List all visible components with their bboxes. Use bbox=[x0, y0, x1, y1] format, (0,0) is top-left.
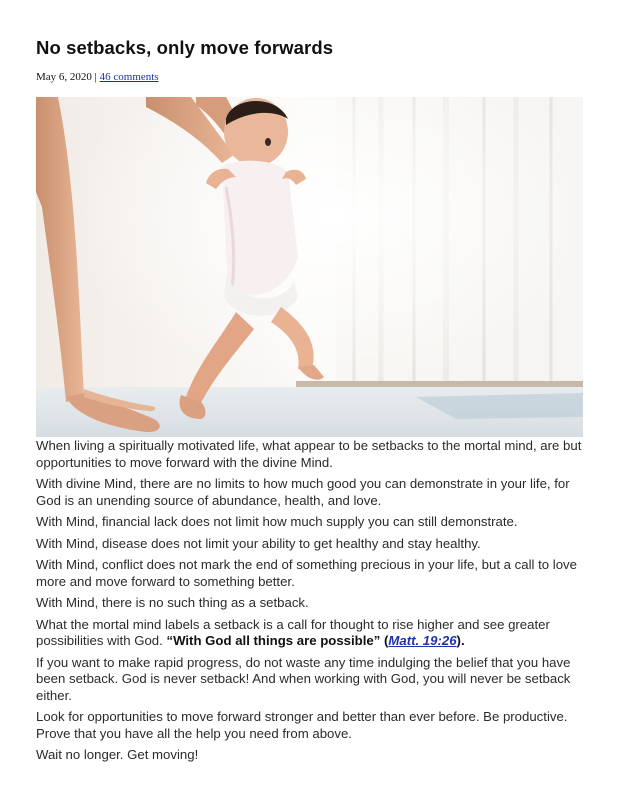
paragraph: When living a spiritually motivated life, what appear to be setbacks to the mortal mind, are but opportunities to move forward with the divine Mind. bbox=[36, 438, 582, 470]
quote-close-paren: ). bbox=[456, 633, 465, 648]
paragraph: With divine Mind, there are no limits to how much good you can demonstrate in your life, for God is an unending source of abundance, health, and love. bbox=[36, 476, 570, 508]
paragraph: With Mind, there is no such thing as a setback. bbox=[36, 595, 309, 610]
paragraph: If you want to make rapid progress, do not waste any time indulging the belief that you have been setback. God is never setback! And when working with God, you will never be setback either. bbox=[36, 654, 571, 703]
scripture-reference-link[interactable]: Matt. 19:26 bbox=[388, 633, 457, 648]
paragraph: Look for opportunities to move forward stronger and better than ever before. Be productive. Prove that you have all the help you need from above. bbox=[36, 709, 568, 741]
paragraph: Wait no longer. Get moving! bbox=[36, 747, 199, 762]
article-body bbox=[36, 438, 584, 769]
quote-paragraph bbox=[36, 617, 584, 650]
paragraph: With Mind, conflict does not mark the end of something precious in your life, but a call to love more and move forward to something better. bbox=[36, 557, 577, 589]
paragraph: With Mind, financial lack does not limit how much supply you can still demonstrate. bbox=[36, 514, 518, 529]
comments-link[interactable]: 46 comments bbox=[99, 71, 159, 83]
paragraph: With Mind, disease does not limit your ability to get healthy and stay healthy. bbox=[36, 535, 481, 551]
post-date: May 6, 2020 bbox=[36, 71, 92, 83]
quote-open-paren: ( bbox=[380, 633, 389, 648]
post-meta bbox=[36, 71, 159, 83]
baby-walking-photo bbox=[36, 97, 583, 437]
page-title: No setbacks, only move forwards bbox=[36, 37, 334, 58]
meta-separator: | bbox=[91, 71, 100, 83]
bible-quote: “With God all things are possible” bbox=[166, 633, 381, 648]
quote-lead: What the mortal mind labels a setback is a call for thought to rise higher and see greater possibilities with God. bbox=[36, 616, 550, 648]
